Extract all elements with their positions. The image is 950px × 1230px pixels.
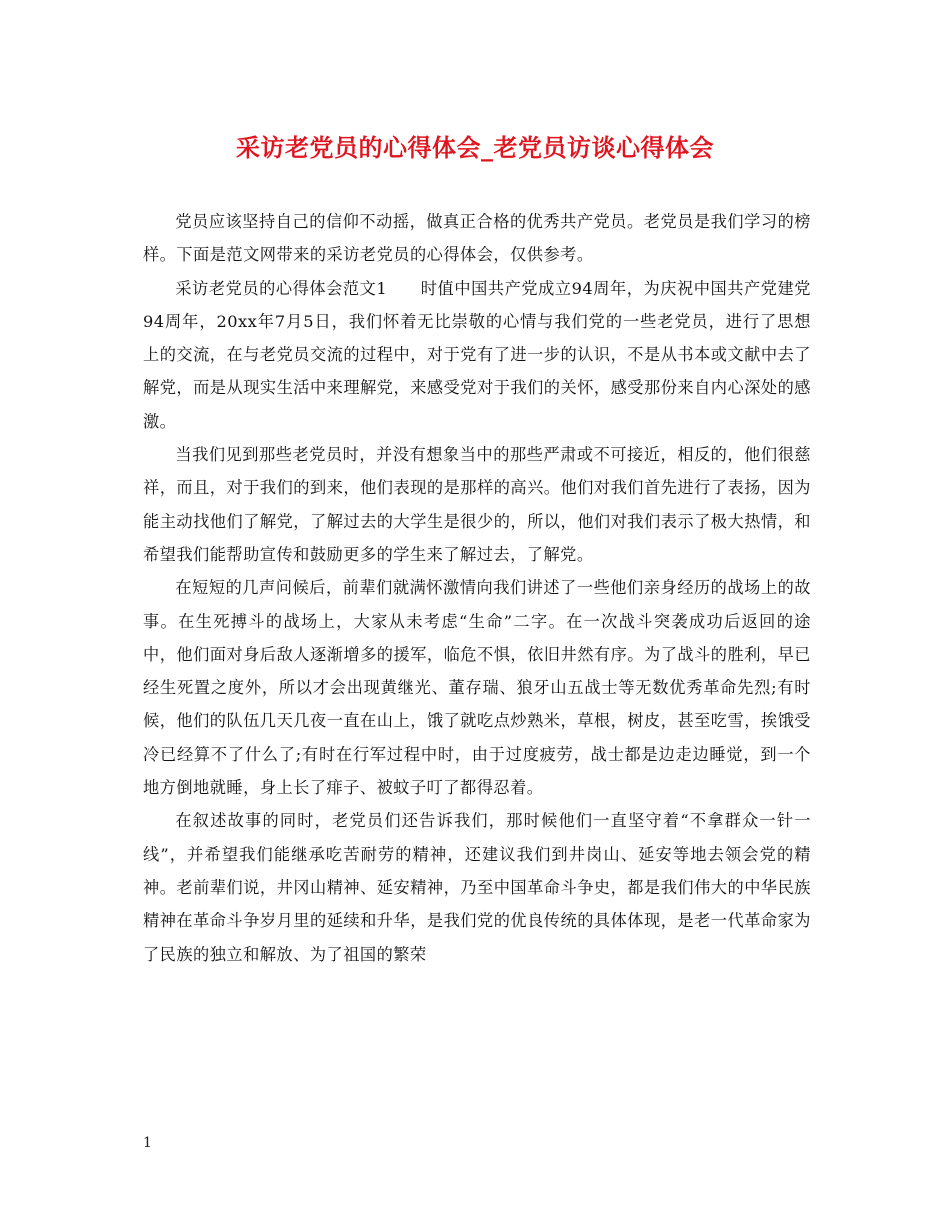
document-body [143, 205, 811, 971]
paragraph-spirit: 在叙述故事的同时，老党员们还告诉我们，那时候他们一直坚守着“不拿群众一针一线”，并希望我们能继承吃苦耐劳的精神，还建议我们到井岗山、延安等地去领会党的精神。老前辈们说，井冈山精神、延安精神，乃至中国革命斗争史，都是我们伟大的中华民族精神在革命斗争岁月里的延续和升华，是我们党的优良传统的具体体现，是老一代革命家为了民族的独立和解放、为了祖国的繁荣 [143, 811, 811, 964]
paragraph-sample-1: 采访老党员的心得体会范文1 时值中国共产党成立94周年，为庆祝中国共产党建党94周年，20xx年7月5日，我们怀着无比崇敬的心情与我们党的一些老党员，进行了思想上的交流，在与老党员交流的过程中，对于党有了进一步的认识，不是从书本或文献中去了解党，而是从现实生活中来理解党，来感受党对于我们的关怀，感受那份来自内心深处的感激。 [143, 278, 811, 431]
document-title: 采访老党员的心得体会_老党员访谈心得体会 [236, 133, 714, 162]
page-number: 1 [143, 1135, 152, 1151]
paragraph-war-stories: 在短短的几声问候后，前辈们就满怀激情向我们讲述了一些他们亲身经历的战场上的故事。在生死搏斗的战场上，大家从未考虑“生命”二字。在一次战斗突袭成功后返回的途中，他们面对身后敌人逐渐增多的援军，临危不惧，依旧井然有序。为了战斗的胜利，早已经生死置之度外，所以才会出现黄继光、董存瑞、狼牙山五战士等无数优秀革命先烈;有时候，他们的队伍几天几夜一直在山上，饿了就吃点炒熟米，草根，树皮，甚至吃雪，挨饿受冷已经算不了什么了;有时在行军过程中时，由于过度疲劳，战士都是边走边睡觉，到一个地方倒地就睡，身上长了痱子、被蚊子叮了都得忍着。 [143, 578, 811, 798]
paragraph-meeting: 当我们见到那些老党员时，并没有想象当中的那些严肃或不可接近，相反的，他们很慈祥，而且，对于我们的到来，他们表现的是那样的高兴。他们对我们首先进行了表扬，因为能主动找他们了解党，了解过去的大学生是很少的，所以，他们对我们表示了极大热情，和希望我们能帮助宣传和鼓励更多的学生来了解过去，了解党。 [143, 445, 811, 564]
paragraph-intro: 党员应该坚持自己的信仰不动摇，做真正合格的优秀共产党员。老党员是我们学习的榜样。下面是范文网带来的采访老党员的心得体会，仅供参考。 [143, 212, 811, 265]
